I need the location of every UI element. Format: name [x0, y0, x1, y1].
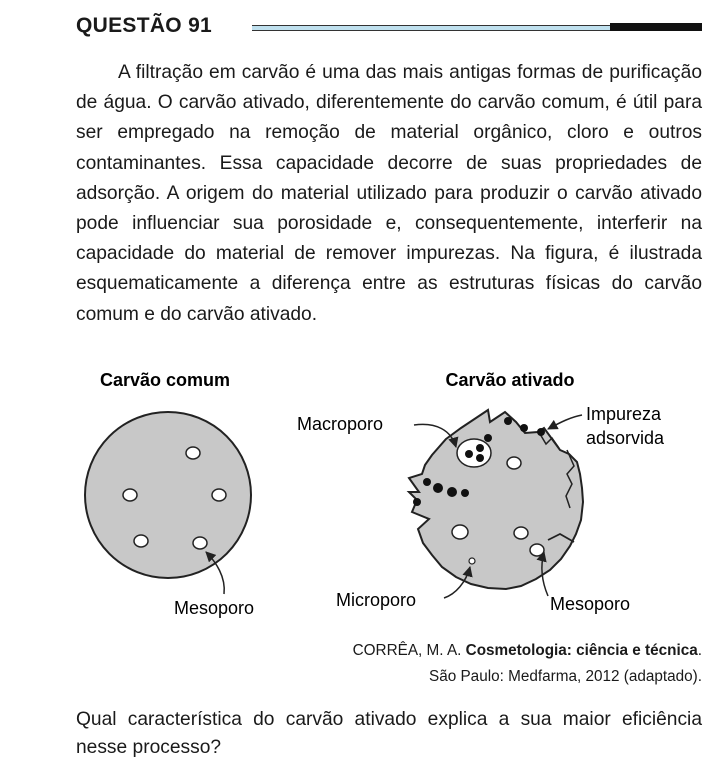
passage-text: A filtração em carvão é uma das mais antigas formas de purificação de água. O carvão ativado, diferentemente do carvão comum, é útil para ser empregado na remoção de material orgânico, cloro e outros contaminantes. Essa capacidade decorre de suas propriedades de adsorção. A origem do material utilizado para produzir o carvão ativado pode influenciar sua porosidade e, consequentemente, interferir na capacidade do material de remover impurezas. Na figura, é ilustrada esquematicamente a diferença entre as estruturas físicas do carvão comum e do carvão ativado.	[76, 62, 702, 325]
activated-carbon-particle	[409, 410, 583, 589]
impureza-label-line1: Impureza	[586, 404, 662, 424]
source-citation	[260, 638, 702, 690]
surface-impurity	[504, 417, 512, 425]
macropore-impurity	[465, 450, 473, 458]
surface-impurity	[537, 428, 545, 436]
source-author: CORRÊA, M. A.	[352, 642, 466, 659]
carbon-diagram	[76, 362, 702, 622]
common-pore	[186, 447, 200, 459]
header-rule-light	[252, 25, 613, 31]
activated-pore	[452, 525, 468, 539]
right-figure-title: Carvão ativado	[445, 370, 575, 390]
activated-mesoporo-label: Mesoporo	[550, 594, 631, 614]
question-number: QUESTÃO 91	[76, 14, 213, 37]
impureza-arrow	[548, 415, 582, 429]
surface-impurity	[520, 424, 528, 432]
left-figure-title: Carvão comum	[99, 370, 231, 390]
question-header	[76, 14, 702, 44]
surface-impurity	[484, 434, 492, 442]
macroporo-label: Macroporo	[297, 414, 384, 434]
impureza-label-line2: adsorvida	[586, 428, 665, 448]
cavity-impurity	[447, 487, 457, 497]
activated-pore	[514, 527, 528, 539]
question-text: Qual característica do carvão ativado explica a sua maior eficiência nesse processo?	[76, 709, 702, 758]
common-mesoporo-label: Mesoporo	[173, 598, 255, 618]
source-title: Cosmetologia: ciência e técnica	[465, 642, 698, 659]
common-pore	[212, 489, 226, 501]
macropore	[457, 439, 491, 467]
cavity-impurity	[413, 498, 421, 506]
header-rule	[252, 23, 702, 31]
common-pore	[123, 489, 137, 501]
source-title-end: .	[697, 642, 702, 659]
micropore	[469, 558, 475, 564]
activated-pore	[530, 544, 544, 556]
microporo-label: Microporo	[336, 590, 417, 610]
carbon-figure	[76, 362, 702, 622]
source-publication: São Paulo: Medfarma, 2012 (adaptado).	[429, 668, 702, 685]
cavity-impurity	[423, 478, 431, 486]
common-pore	[134, 535, 148, 547]
source-line-1	[260, 638, 702, 664]
macropore-impurity	[476, 454, 484, 462]
cavity-impurity	[433, 483, 443, 493]
common-pore	[193, 537, 207, 549]
header-rule-dark	[610, 23, 702, 31]
macropore-impurity	[476, 444, 484, 452]
activated-pore	[507, 457, 521, 469]
cavity-impurity	[461, 489, 469, 497]
